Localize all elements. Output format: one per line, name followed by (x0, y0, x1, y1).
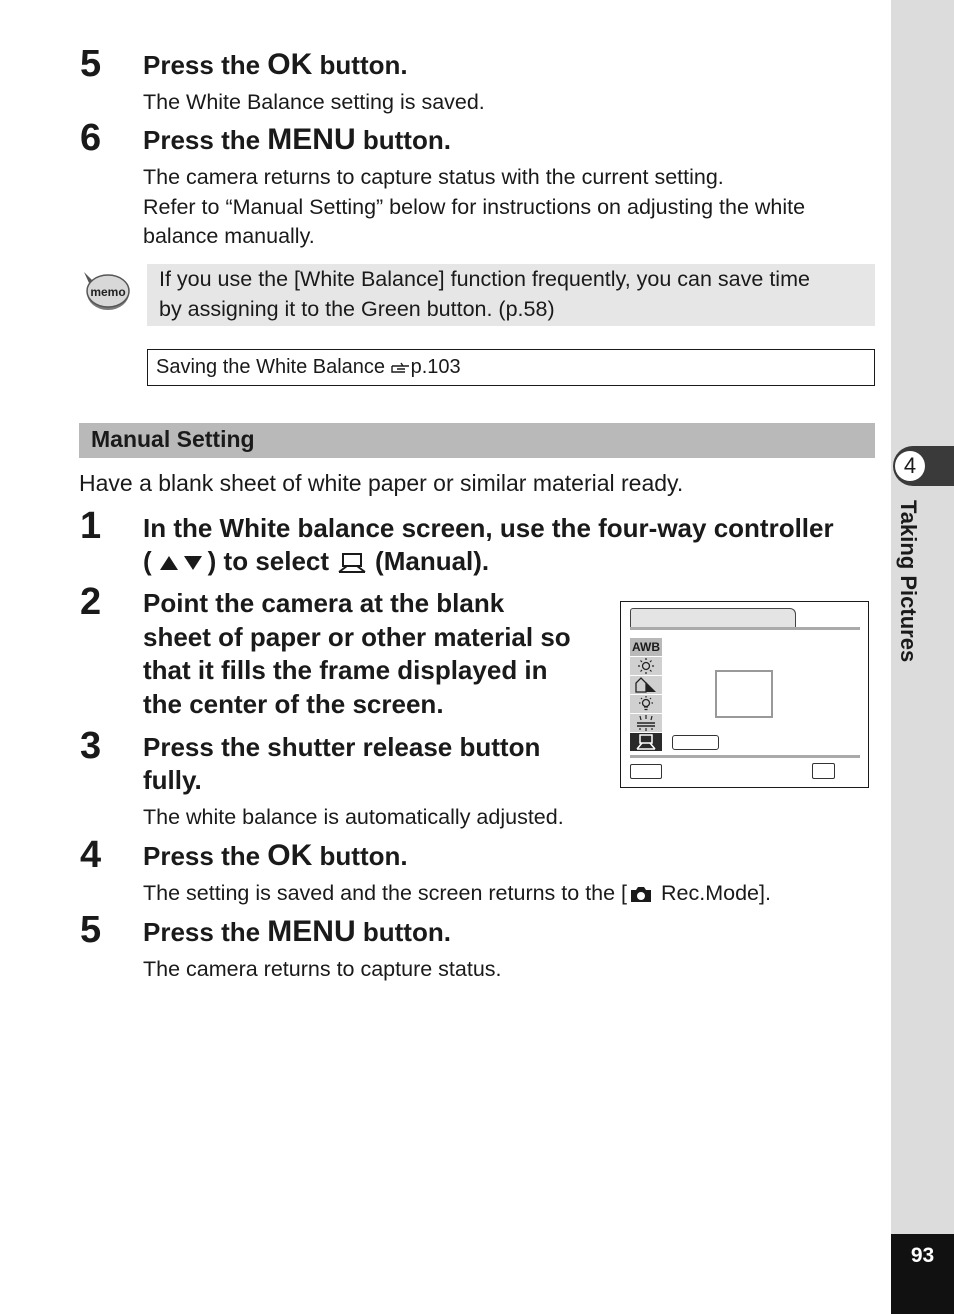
step-description-text: Rec.Mode]. (655, 881, 771, 905)
mode-label-box (672, 735, 719, 750)
memo-box (147, 264, 875, 326)
step-heading (143, 915, 451, 950)
daylight-icon (630, 657, 662, 675)
step-heading-text: Press the (143, 50, 268, 80)
step-heading-line: Point the camera at the blank (143, 588, 505, 618)
screen-right-button (812, 763, 835, 779)
step-heading-text: button. (355, 917, 451, 947)
step-description-text: The setting is saved and the screen returns to the [ (143, 881, 628, 905)
chapter-number: 4 (895, 451, 925, 481)
manual-icon (630, 733, 662, 751)
chapter-title: Taking Pictures (896, 500, 921, 663)
step-description (143, 879, 771, 909)
step-heading (143, 48, 408, 83)
reference-box (147, 349, 875, 386)
fluorescent-icon (630, 714, 662, 732)
step-heading-text: ( (143, 546, 152, 576)
step-heading-text: ) to select (207, 546, 330, 576)
reference-text: Saving the White Balance (156, 356, 386, 378)
step-heading-text: Press the (143, 125, 268, 155)
up-down-arrows-icon (158, 553, 206, 573)
screen-divider (630, 627, 860, 630)
step-heading-line (143, 545, 489, 579)
step-heading-line: In the White balance screen, use the four-way controller (143, 513, 834, 543)
step-heading-line: the center of the screen. (143, 689, 444, 719)
ok-key-label: OK (267, 48, 313, 81)
screen-divider (630, 755, 860, 758)
camera-icon (629, 885, 653, 903)
section-intro: Have a blank sheet of white paper or similar material ready. (79, 470, 684, 496)
tungsten-icon (630, 695, 662, 713)
step-description: The white balance is automatically adjusted. (143, 805, 564, 829)
step-number: 4 (80, 834, 102, 876)
step-number: 6 (80, 117, 102, 159)
measurement-frame (715, 670, 773, 718)
step-heading (143, 839, 408, 874)
shade-icon (630, 676, 662, 694)
memo-line: If you use the [White Balance] function frequently, you can save time (159, 267, 810, 291)
step-heading (143, 123, 451, 158)
awb-mode-item: AWB (632, 640, 660, 654)
step-description-line: Refer to “Manual Setting” below for instructions on adjusting the white (143, 195, 806, 219)
step-heading-line: that it fills the frame displayed in (143, 655, 548, 685)
step-heading-text: Press the (143, 841, 268, 871)
svg-text:memo: memo (90, 285, 126, 299)
step-number: 3 (80, 725, 102, 767)
step-number: 1 (80, 505, 102, 547)
step-heading-line: Press the shutter release button (143, 732, 541, 762)
step-number: 5 (80, 909, 102, 951)
memo-line: by assigning it to the Green button. (p.58) (159, 296, 555, 321)
memo-icon (80, 270, 132, 314)
step-description: The camera returns to capture status. (143, 957, 502, 981)
screen-left-button (630, 764, 662, 779)
step-description-line: The camera returns to capture status with the current setting. (143, 165, 724, 189)
step-heading-text: Press the (143, 917, 268, 947)
manual-wb-icon (337, 552, 371, 574)
reference-page: p.103 (410, 356, 461, 378)
step-description-line: balance manually. (143, 224, 315, 248)
step-heading-text: button. (312, 841, 408, 871)
pointing-hand-icon (391, 362, 411, 374)
section-title: Manual Setting (79, 423, 875, 458)
menu-key-label: MENU (267, 915, 356, 948)
step-heading-line: sheet of paper or other material so (143, 622, 571, 652)
step-heading-text: button. (312, 50, 408, 80)
step-description: The White Balance setting is saved. (143, 90, 485, 114)
step-number: 2 (80, 581, 102, 623)
menu-key-label: MENU (267, 123, 356, 156)
page-number: 93 (891, 1234, 954, 1314)
step-heading-line: fully. (143, 765, 202, 795)
step-heading-text: button. (355, 125, 451, 155)
ok-key-label: OK (267, 839, 313, 872)
screen-tab (630, 608, 796, 628)
camera-screen-illustration (620, 601, 869, 788)
step-heading-text: (Manual). (375, 546, 490, 576)
step-number: 5 (80, 43, 102, 85)
